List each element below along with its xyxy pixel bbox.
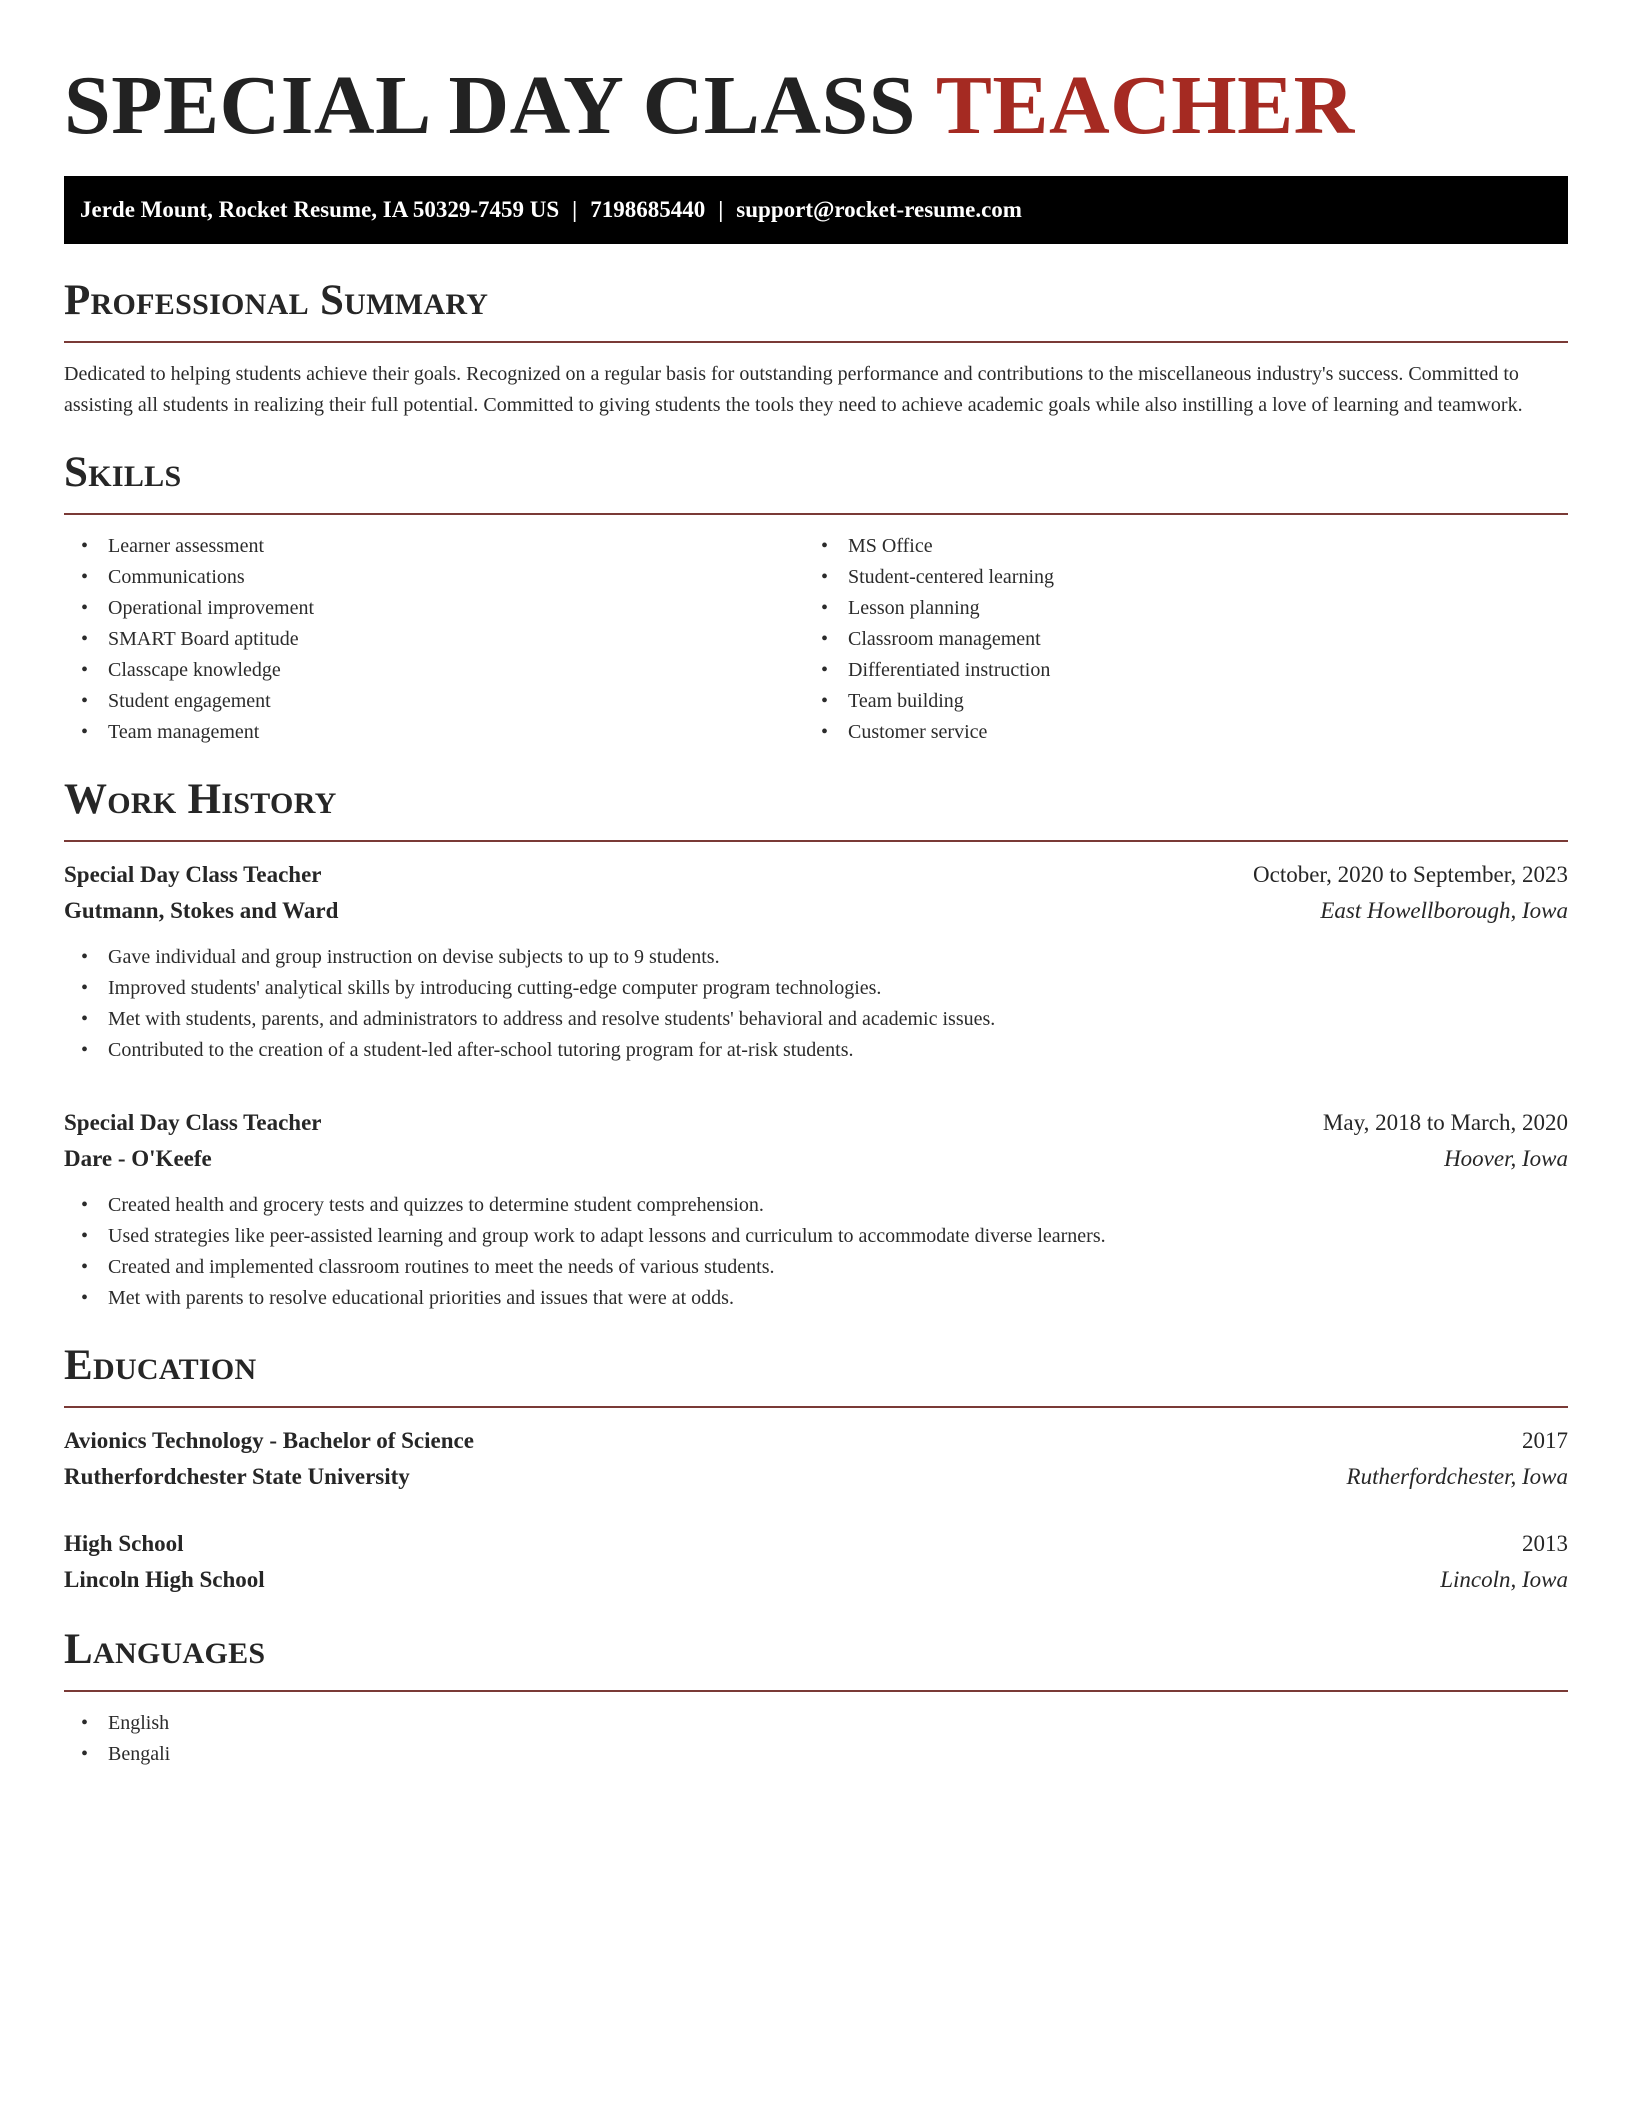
skill-item: • SMART Board aptitude xyxy=(64,624,804,655)
skill-item: • Team management xyxy=(64,717,804,748)
summary-text: Dedicated to helping students achieve their goals. Recognized on a regular basis for outstanding performance and contributions to the miscellaneous industry's success. Committed to assisting all students in realizing their full potential. Committed to giving students the tools they need to achieve academic goals while also instilling a love of learning and teamwork. xyxy=(64,363,1523,416)
contact-phone: 7198685440 xyxy=(590,197,706,222)
education-degree-row xyxy=(64,1423,1568,1459)
education-school: Rutherfordchester State University xyxy=(64,1464,410,1489)
summary-heading: Professional Summary xyxy=(64,277,489,324)
education-degree-row xyxy=(64,1526,1568,1562)
skills-heading: Skills xyxy=(64,449,182,496)
job-bullet: • Improved students' analytical skills by introducing cutting-edge computer program technologies. xyxy=(64,973,1568,1004)
job-bullets xyxy=(64,942,1568,1066)
resume-page xyxy=(64,0,1568,1770)
skill-item: • Student-centered learning xyxy=(804,562,1544,593)
job-header-row xyxy=(64,857,1568,893)
skills-list-left xyxy=(64,531,804,748)
languages-heading: Languages xyxy=(64,1626,266,1673)
section-divider xyxy=(64,840,1568,842)
education-heading: Education xyxy=(64,1342,257,1389)
job-location: East Howellborough, Iowa xyxy=(1320,898,1568,923)
summary-section xyxy=(64,275,1568,421)
job-bullet: • Met with parents to resolve educational priorities and issues that were at odds. xyxy=(64,1283,1568,1314)
section-divider xyxy=(64,1406,1568,1408)
job-bullets xyxy=(64,1190,1568,1314)
job-bullet: • Created and implemented classroom routines to meet the needs of various students. xyxy=(64,1252,1568,1283)
education-section xyxy=(64,1340,1568,1598)
skills-list-right xyxy=(804,531,1544,748)
job-bullet: • Created health and grocery tests and quizzes to determine student comprehension. xyxy=(64,1190,1568,1221)
education-year: 2017 xyxy=(1522,1428,1568,1453)
resume-title xyxy=(64,0,1568,156)
skill-item: • Operational improvement xyxy=(64,593,804,624)
skill-item: • Classcape knowledge xyxy=(64,655,804,686)
job-location: Hoover, Iowa xyxy=(1444,1146,1568,1171)
education-school-row xyxy=(64,1459,1568,1495)
job-dates: October, 2020 to September, 2023 xyxy=(1253,862,1568,887)
skill-item: • Learner assessment xyxy=(64,531,804,562)
skill-item: • Customer service xyxy=(804,717,1544,748)
skill-item: • Lesson planning xyxy=(804,593,1544,624)
language-item: • English xyxy=(64,1708,1568,1739)
education-year: 2013 xyxy=(1522,1531,1568,1556)
education-school: Lincoln High School xyxy=(64,1567,265,1592)
languages-list xyxy=(64,1708,1568,1770)
job-entry xyxy=(64,857,1568,1066)
skill-item: • Communications xyxy=(64,562,804,593)
job-entry xyxy=(64,1105,1568,1314)
job-bullet: • Used strategies like peer-assisted learning and group work to adapt lessons and curriculum to accommodate diverse learners. xyxy=(64,1221,1568,1252)
section-divider xyxy=(64,1690,1568,1692)
education-school-row xyxy=(64,1562,1568,1598)
skill-item: • Classroom management xyxy=(804,624,1544,655)
education-location: Rutherfordchester, Iowa xyxy=(1346,1464,1568,1489)
education-entry xyxy=(64,1526,1568,1598)
skill-item: • MS Office xyxy=(804,531,1544,562)
job-company-row xyxy=(64,893,1568,929)
education-location: Lincoln, Iowa xyxy=(1440,1567,1568,1592)
skills-section xyxy=(64,447,1568,748)
skill-item: • Student engagement xyxy=(64,686,804,717)
contact-separator: | xyxy=(572,197,578,222)
job-title: Special Day Class Teacher xyxy=(64,1110,322,1135)
job-bullet: • Gave individual and group instruction on devise subjects to up to 9 students. xyxy=(64,942,1568,973)
contact-separator: | xyxy=(718,197,724,222)
job-title: Special Day Class Teacher xyxy=(64,862,322,887)
section-divider xyxy=(64,513,1568,515)
contact-address: Jerde Mount, Rocket Resume, IA 50329-7459 US xyxy=(80,197,560,222)
skill-item: • Differentiated instruction xyxy=(804,655,1544,686)
job-bullet: • Met with students, parents, and administrators to address and resolve students' behavioral and academic issues. xyxy=(64,1004,1568,1035)
education-degree: Avionics Technology - Bachelor of Science xyxy=(64,1428,474,1453)
contact-bar xyxy=(64,176,1568,244)
job-company: Dare - O'Keefe xyxy=(64,1146,212,1171)
skill-item: • Team building xyxy=(804,686,1544,717)
work-heading: Work History xyxy=(64,776,337,823)
section-divider xyxy=(64,341,1568,343)
contact-email: support@rocket-resume.com xyxy=(736,197,1022,222)
work-section xyxy=(64,774,1568,1314)
title-main: SPECIAL DAY CLASS xyxy=(64,59,916,152)
job-bullet: • Contributed to the creation of a student-led after-school tutoring program for at-risk students. xyxy=(64,1035,1568,1066)
education-entry xyxy=(64,1423,1568,1495)
title-accent: TEACHER xyxy=(935,59,1355,152)
skills-grid xyxy=(64,531,1568,748)
education-degree: High School xyxy=(64,1531,184,1556)
languages-section xyxy=(64,1624,1568,1770)
job-company: Gutmann, Stokes and Ward xyxy=(64,898,339,923)
job-company-row xyxy=(64,1141,1568,1177)
job-header-row xyxy=(64,1105,1568,1141)
job-dates: May, 2018 to March, 2020 xyxy=(1322,1110,1568,1135)
language-item: • Bengali xyxy=(64,1739,1568,1770)
